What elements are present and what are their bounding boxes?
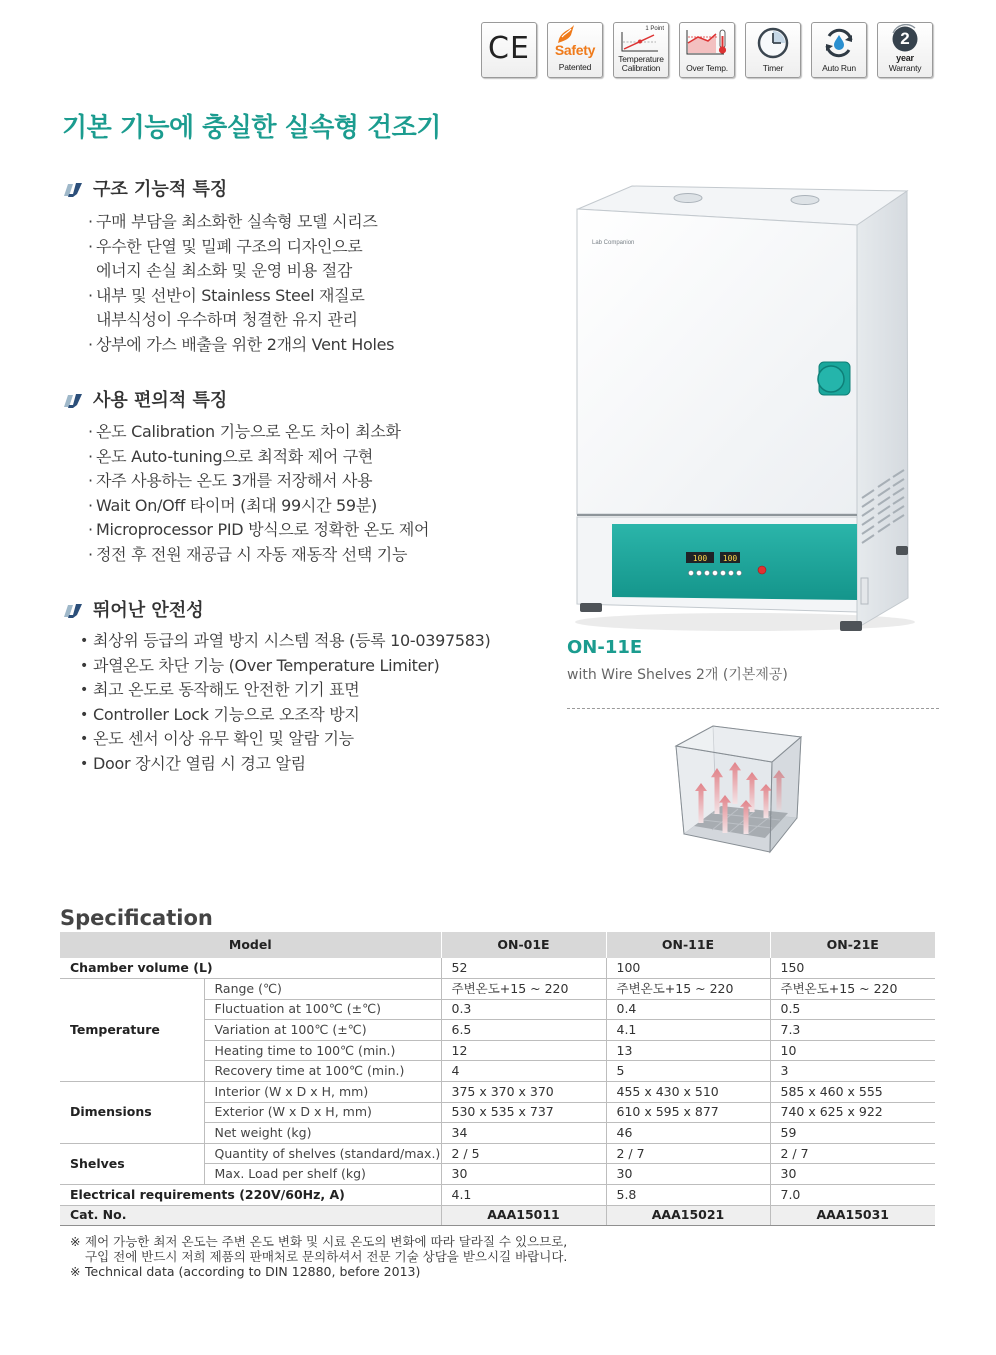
oven-foot [896,546,908,555]
table-row [60,1185,935,1206]
list-item: · 정전 후 전원 재공급 시 자동 재동작 선택 기능 [88,543,429,568]
patented-label: Patented [558,62,592,72]
list-item: · Microprocessor PID 방식으로 정확한 온도 제어 [88,518,429,543]
side-label-plate [861,578,868,604]
list-item: • 온도 센서 이상 유무 확인 및 알람 기능 [80,727,490,752]
table-cell: 주변온도+15 ~ 220 [770,979,935,1000]
structure-feature-list [88,210,394,358]
list-item: • 과열온도 차단 기능 (Over Temperature Limiter) [80,654,490,679]
product-caption: with Wire Shelves 2개 (기본제공) [567,667,788,683]
table-cell: 5.8 [606,1185,770,1206]
table-cell: 0.4 [606,999,770,1020]
table-cell: 30 [606,1164,770,1185]
list-item: · 상부에 가스 배출을 위한 2개의 Vent Holes [88,333,394,358]
timer-clock-icon [756,26,790,60]
row-group-shelves: Shelves [60,1143,204,1184]
list-item-continuation: 내부식성이 우수하며 청결한 유지 관리 [96,310,358,330]
list-item: · 내부 및 선반이 Stainless Steel 재질로 [88,284,394,309]
table-row [60,1082,935,1103]
warranty-badge [877,22,933,78]
footnote-line: 제어 가능한 최저 온도는 주변 온도 변화 및 시료 온도의 변화에 따라 달라질 수 있으므로, [85,1234,568,1249]
catalog-number: AAA15031 [770,1205,935,1226]
display-value: 100 [722,554,738,563]
table-row [60,1143,935,1164]
table-header-row [60,932,935,958]
row-group-temperature: Temperature [60,979,204,1082]
section-marker-icon [62,182,84,198]
list-item: · 온도 Auto-tuning으로 최적화 제어 구현 [88,445,429,470]
row-label: Recovery time at 100℃ (min.) [204,1061,441,1082]
auto-run-badge [811,22,867,78]
table-cell: 34 [441,1123,606,1144]
table-cell: 585 x 460 x 555 [770,1082,935,1103]
power-button-indicator [758,566,766,574]
row-label: Variation at 100℃ (±℃) [204,1020,441,1041]
chamber-front-face [676,746,772,852]
footnotes [70,1234,567,1279]
table-cell: 4.1 [441,1185,606,1206]
row-label: Quantity of shelves (standard/max.) [204,1143,441,1164]
table-cell: 150 [770,958,935,979]
table-cell: 주변온도+15 ~ 220 [606,979,770,1000]
section-heading-text: 뛰어난 안전성 [93,600,204,621]
table-cell: 59 [770,1123,935,1144]
table-row [60,958,935,979]
table-cell: 4 [441,1061,606,1082]
list-item: • Door 장시간 열림 시 경고 알림 [80,752,490,777]
over-temperature-badge [679,22,735,78]
door-handle [818,366,844,392]
table-cell: 5 [606,1061,770,1082]
ce-badge [481,22,537,78]
section-heading-structure [62,178,302,202]
calibration-label: Calibration [621,63,661,73]
year-label: year [896,53,914,63]
list-item: · 구매 부담을 최소화한 실속형 모델 시리즈 [88,210,394,235]
list-item: • 최고 온도로 동작해도 안전한 기기 표면 [80,678,490,703]
oven-door [577,209,857,514]
table-cell: 13 [606,1040,770,1061]
table-cell: 7.3 [770,1020,935,1041]
list-item: · 온도 Calibration 기능으로 온도 차이 최소화 [88,420,429,445]
row-group-dimensions: Dimensions [60,1082,204,1144]
over-temp-label: Over Temp. [686,63,728,73]
vent-hole [791,196,819,205]
safety-patented-badge [547,22,603,78]
display-value: 100 [692,554,708,563]
section-marker-icon [62,603,84,619]
footnote-line: Technical data (according to DIN 12880, before 2013) [85,1264,421,1279]
table-cell: 주변온도+15 ~ 220 [441,979,606,1000]
table-cell: 740 x 625 x 922 [770,1102,935,1123]
list-item: • Controller Lock 기능으로 오조작 방지 [80,703,490,728]
footnote-mark: ※ [70,1234,81,1249]
table-cell: 375 x 370 x 370 [441,1082,606,1103]
table-cell: 30 [441,1164,606,1185]
column-header-on-11e: ON-11E [606,932,770,958]
temperature-label: Temperature [618,54,664,64]
footnote [70,1234,567,1264]
row-label: Range (℃) [204,979,441,1000]
table-cell: 6.5 [441,1020,606,1041]
row-label-chamber-volume: Chamber volume (L) [60,958,441,979]
temperature-display [686,552,740,563]
table-cell: 2 / 5 [441,1143,606,1164]
table-cell: 610 x 595 x 877 [606,1102,770,1123]
table-cell: 3 [770,1061,935,1082]
auto-run-cycle-icon [822,26,856,60]
row-label: Heating time to 100℃ (min.) [204,1040,441,1061]
footnote-mark: ※ [70,1264,81,1279]
row-label: Interior (W x D x H, mm) [204,1082,441,1103]
table-cell: 12 [441,1040,606,1061]
oven-side-panel [857,191,908,628]
page-title: 기본 기능에 충실한 실속형 건조기 [62,113,441,143]
column-header-model: Model [60,932,441,958]
list-item: • 최상위 등급의 과열 방지 시스템 적용 (등록 10-0397583) [80,629,490,654]
timer-label: Timer [762,63,784,73]
table-cell: 530 x 535 x 737 [441,1102,606,1123]
column-header-on-01e: ON-01E [441,932,606,958]
one-point-label: 1 Point [645,26,664,32]
row-label-electrical: Electrical requirements (220V/60Hz, A) [60,1185,441,1206]
dashed-divider [567,708,939,709]
safety-swoosh-icon [556,24,576,44]
list-item: · 자주 사용하는 온도 3개를 저장해서 사용 [88,469,429,494]
warranty-number: 2 [900,29,910,48]
auto-run-label: Auto Run [822,63,856,73]
section-marker-icon [62,393,84,409]
table-cell: 2 / 7 [770,1143,935,1164]
over-temperature-thermometer-icon [684,28,730,58]
catalog-number: AAA15011 [441,1205,606,1226]
table-cell: 455 x 430 x 510 [606,1082,770,1103]
table-row [60,979,935,1000]
table-cell: 2 / 7 [606,1143,770,1164]
row-label-cat-no: Cat. No. [60,1205,441,1226]
section-heading-convenience [62,389,302,413]
section-heading-safety [62,599,302,623]
safety-feature-list [80,629,490,777]
vent-hole [674,194,702,203]
catalog-number: AAA15021 [606,1205,770,1226]
list-item-continuation: 에너지 손실 최소화 및 운영 비용 절감 [96,261,353,281]
table-cell: 0.5 [770,999,935,1020]
temperature-calibration-graph-icon [620,31,660,53]
table-cell: 30 [770,1164,935,1185]
heat-circulation-diagram [668,720,808,860]
convenience-feature-list [88,420,429,568]
row-label: Max. Load per shelf (kg) [204,1164,441,1185]
footnote [70,1264,567,1279]
row-label: Exterior (W x D x H, mm) [204,1102,441,1123]
table-cell: 4.1 [606,1020,770,1041]
row-label: Net weight (kg) [204,1123,441,1144]
list-item: · Wait On/Off 타이머 (최대 99시간 59분) [88,494,429,519]
table-cell: 100 [606,958,770,979]
ce-mark-icon: CE [488,31,530,66]
temperature-calibration-badge [613,22,669,78]
table-cell: 7.0 [770,1185,935,1206]
list-item: · 우수한 단열 및 밀폐 구조의 디자인으로 [88,235,394,260]
column-header-on-21e: ON-21E [770,932,935,958]
oven-foot [840,621,862,631]
oven-product-image [565,180,915,640]
warranty-label: Warranty [888,63,922,73]
safety-label: Safety [554,42,596,58]
oven-foot [580,603,602,612]
table-cell: 10 [770,1040,935,1061]
table-cell: 0.3 [441,999,606,1020]
row-label: Fluctuation at 100℃ (±℃) [204,999,441,1020]
table-cell: 52 [441,958,606,979]
product-model-name: ON-11E [567,637,643,658]
timer-badge [745,22,801,78]
table-row-catalog [60,1205,935,1226]
table-cell: 46 [606,1123,770,1144]
section-heading-text: 사용 편의적 특징 [93,390,228,411]
brand-label: Lab Companion [592,240,635,246]
specification-table [60,932,935,1226]
section-heading-text: 구조 기능적 특징 [93,179,228,200]
footnote-line: 구입 전에 반드시 저희 제품의 판매처로 문의하셔서 전문 기술 상담을 받으시길 바랍니다. [85,1249,568,1264]
specification-heading: Specification [60,906,213,930]
